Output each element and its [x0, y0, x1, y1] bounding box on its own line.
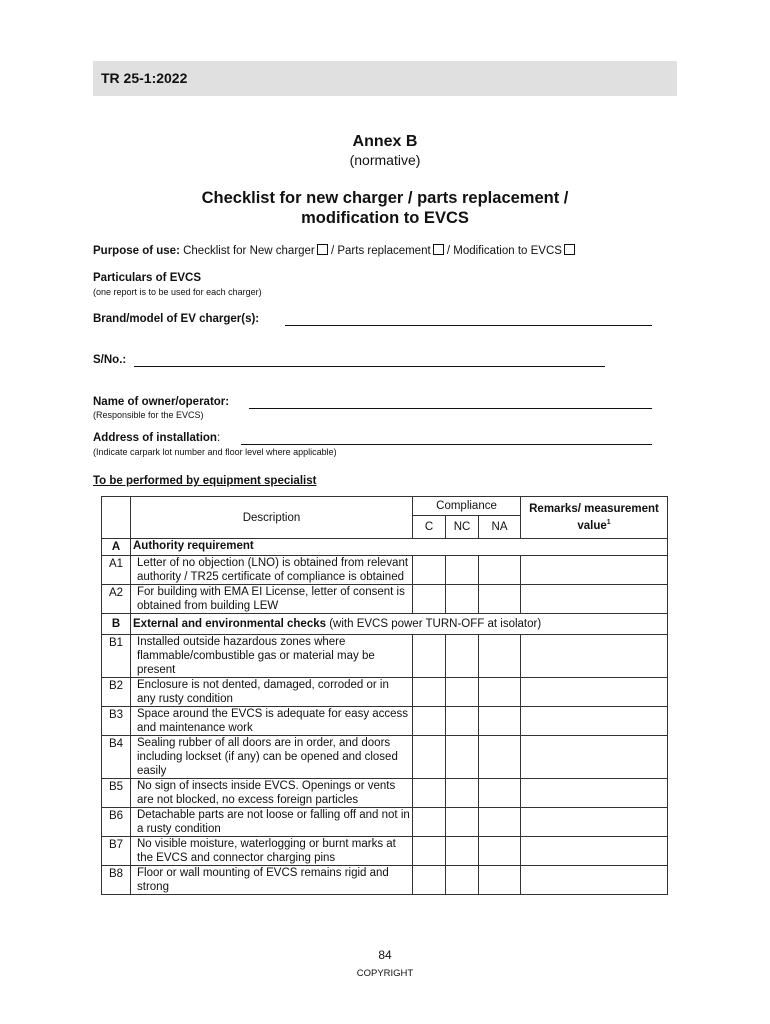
remarks-cell[interactable]: [521, 635, 668, 678]
purpose-option-parts-replacement: / Parts replacement: [327, 245, 431, 257]
nc-cell[interactable]: [446, 585, 479, 614]
table-row: [102, 808, 668, 837]
nc-cell[interactable]: [446, 556, 479, 585]
header-remarks: [521, 497, 668, 539]
na-cell[interactable]: [479, 556, 521, 585]
nc-cell[interactable]: [446, 707, 479, 736]
table-row: [102, 736, 668, 779]
item-description: No visible moisture, waterlogging or burnt marks at the EVCS and connector charging pins: [131, 837, 413, 866]
page-number: 84: [378, 948, 392, 962]
table-row: [102, 585, 668, 614]
parts-replacement-checkbox[interactable]: [433, 244, 444, 255]
section-title: External and environmental checks: [133, 618, 327, 630]
header-remarks-footnote: 1: [606, 519, 611, 527]
owner-operator-field[interactable]: [249, 408, 652, 409]
remarks-cell[interactable]: [521, 707, 668, 736]
address-label: Address of installation: [93, 432, 217, 444]
remarks-cell[interactable]: [521, 808, 668, 837]
item-description: Sealing rubber of all doors are in order, and doors including lockset (if any) can be opened and closed easily: [131, 736, 413, 779]
c-cell[interactable]: [413, 678, 446, 707]
nc-cell[interactable]: [446, 635, 479, 678]
brand-model-field[interactable]: [285, 325, 652, 326]
na-cell[interactable]: [479, 736, 521, 779]
item-description: Floor or wall mounting of EVCS remains rigid and strong: [131, 866, 413, 895]
purpose-of-use: [93, 244, 575, 257]
na-cell[interactable]: [479, 837, 521, 866]
c-cell[interactable]: [413, 779, 446, 808]
c-cell[interactable]: [413, 736, 446, 779]
item-code: B4: [102, 736, 131, 779]
section-code: A: [102, 539, 131, 556]
table-row: [102, 678, 668, 707]
table-row: [102, 779, 668, 808]
particulars-title: Particulars of EVCS: [93, 272, 202, 284]
table-row: [102, 556, 668, 585]
c-cell[interactable]: [413, 556, 446, 585]
address-label-row: [93, 432, 220, 444]
nc-cell[interactable]: [446, 779, 479, 808]
na-cell[interactable]: [479, 779, 521, 808]
item-description: Letter of no objection (LNO) is obtained from relevant authority / TR25 certificate of compliance is obtained: [131, 556, 413, 585]
nc-cell[interactable]: [446, 678, 479, 707]
table-header-row: [102, 497, 668, 516]
brand-model-label: Brand/model of EV charger(s):: [93, 313, 260, 325]
owner-operator-note: (Responsible for the EVCS): [93, 410, 204, 420]
na-cell[interactable]: [479, 866, 521, 895]
c-cell[interactable]: [413, 837, 446, 866]
item-code: B6: [102, 808, 131, 837]
item-description: Installed outside hazardous zones where flammable/combustible gas or material may be present: [131, 635, 413, 678]
document-header-bar: [93, 61, 677, 96]
nc-cell[interactable]: [446, 808, 479, 837]
header-na: NA: [479, 516, 521, 539]
remarks-cell[interactable]: [521, 837, 668, 866]
serial-number-label: S/No.:: [93, 354, 127, 366]
na-cell[interactable]: [479, 808, 521, 837]
section-title-cell: [131, 614, 668, 635]
na-cell[interactable]: [479, 635, 521, 678]
c-cell[interactable]: [413, 707, 446, 736]
new-charger-checkbox[interactable]: [317, 244, 328, 255]
address-field[interactable]: [241, 444, 652, 445]
owner-operator-label: Name of owner/operator:: [93, 396, 230, 408]
item-description: Detachable parts are not loose or falling off and not in a rusty condition: [131, 808, 413, 837]
checklist-table: [101, 496, 668, 895]
modification-checkbox[interactable]: [564, 244, 575, 255]
header-remarks-text: Remarks/ measurement value: [529, 503, 659, 532]
section-row-b: [102, 614, 668, 635]
nc-cell[interactable]: [446, 837, 479, 866]
item-description: For building with EMA EI License, letter of consent is obtained from building LEW: [131, 585, 413, 614]
address-note: (Indicate carpark lot number and floor level where applicable): [93, 447, 337, 457]
header-nc: NC: [446, 516, 479, 539]
section-title: Authority requirement: [131, 539, 668, 556]
purpose-label: Purpose of use:: [93, 245, 180, 257]
header-compliance: Compliance: [413, 497, 521, 516]
item-code: A2: [102, 585, 131, 614]
item-code: B2: [102, 678, 131, 707]
item-code: B5: [102, 779, 131, 808]
copyright-label: COPYRIGHT: [356, 968, 414, 979]
item-code: B8: [102, 866, 131, 895]
annex-title: Annex B: [352, 133, 418, 150]
table-row: [102, 707, 668, 736]
section-note: (with EVCS power TURN-OFF at isolator): [326, 618, 542, 630]
item-code: B7: [102, 837, 131, 866]
na-cell[interactable]: [479, 707, 521, 736]
remarks-cell[interactable]: [521, 736, 668, 779]
purpose-option-modification: / Modification to EVCS: [443, 245, 562, 257]
table-row: [102, 866, 668, 895]
nc-cell[interactable]: [446, 866, 479, 895]
checklist-title-line2: modification to EVCS: [301, 209, 469, 227]
section-row-a: [102, 539, 668, 556]
remarks-cell[interactable]: [521, 678, 668, 707]
item-code: B1: [102, 635, 131, 678]
remarks-cell[interactable]: [521, 585, 668, 614]
header-blank-cell: [102, 497, 131, 539]
item-code: B3: [102, 707, 131, 736]
serial-number-field[interactable]: [134, 366, 605, 367]
purpose-option-new-charger: Checklist for New charger: [183, 245, 315, 257]
item-code: A1: [102, 556, 131, 585]
c-cell[interactable]: [413, 635, 446, 678]
specialist-heading: To be performed by equipment specialist: [93, 475, 317, 487]
document-code: TR 25-1:2022: [101, 70, 188, 86]
remarks-cell[interactable]: [521, 556, 668, 585]
annex-subtitle: (normative): [349, 152, 421, 168]
na-cell[interactable]: [479, 678, 521, 707]
remarks-cell[interactable]: [521, 866, 668, 895]
item-description: No sign of insects inside EVCS. Openings or vents are not blocked, no excess foreign particles: [131, 779, 413, 808]
checklist-title: [0, 188, 770, 228]
item-description: Space around the EVCS is adequate for easy access and maintenance work: [131, 707, 413, 736]
c-cell[interactable]: [413, 808, 446, 837]
remarks-cell[interactable]: [521, 779, 668, 808]
item-description: Enclosure is not dented, damaged, corroded or in any rusty condition: [131, 678, 413, 707]
table-row: [102, 635, 668, 678]
c-cell[interactable]: [413, 585, 446, 614]
address-colon: :: [216, 432, 221, 444]
particulars-note: (one report is to be used for each charger): [93, 287, 262, 297]
header-description: Description: [131, 497, 413, 539]
table-row: [102, 837, 668, 866]
nc-cell[interactable]: [446, 736, 479, 779]
section-code: B: [102, 614, 131, 635]
c-cell[interactable]: [413, 866, 446, 895]
header-c: C: [413, 516, 446, 539]
checklist-title-line1: Checklist for new charger / parts replacement /: [201, 189, 569, 207]
na-cell[interactable]: [479, 585, 521, 614]
